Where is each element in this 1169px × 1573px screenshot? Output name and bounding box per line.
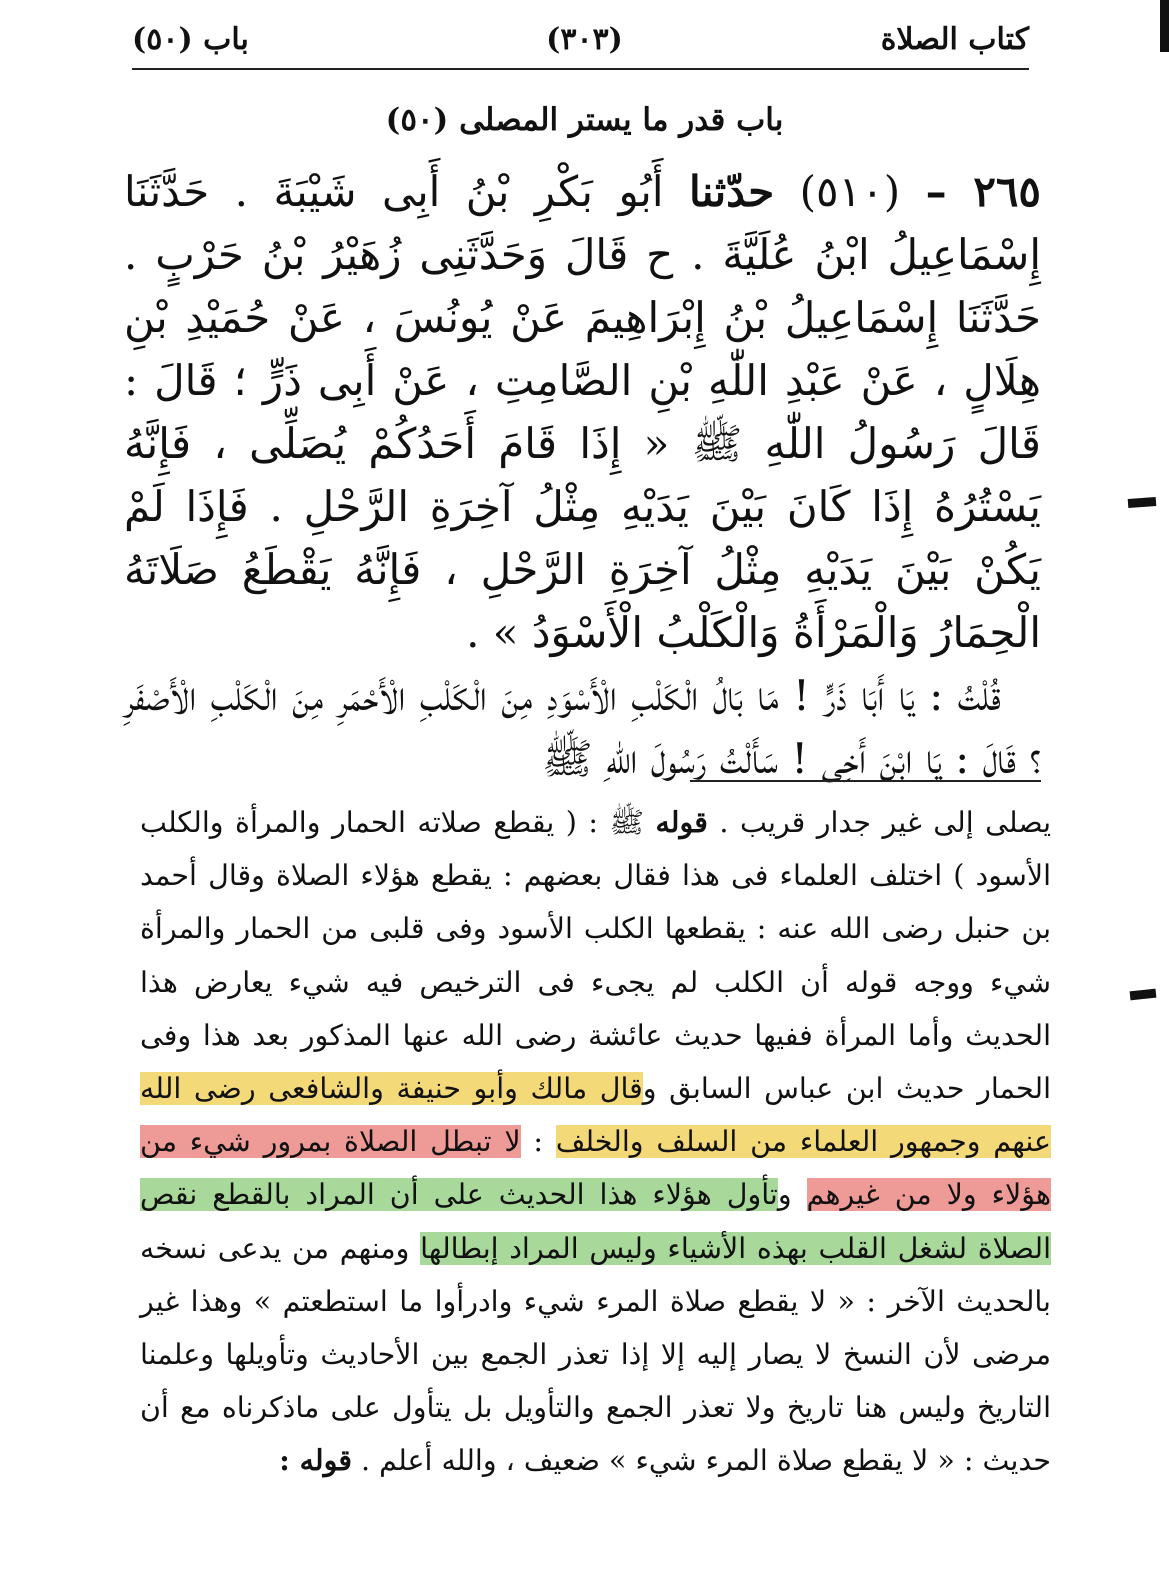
scan-edge-mark xyxy=(1128,497,1157,508)
commentary-colon: : xyxy=(520,1125,556,1159)
header-chapter: باب (٥٠) xyxy=(132,22,249,57)
hadith-text xyxy=(124,160,1041,790)
commentary-end: قوله : xyxy=(279,1443,352,1478)
scan-edge-mark xyxy=(1160,0,1169,52)
footnote-rule xyxy=(690,780,1041,782)
chapter-title: (٥٠) باب قدر ما يستر المصلى xyxy=(385,102,784,138)
commentary-segment-1: يصلى إلى غير جدار قريب . xyxy=(719,806,1051,839)
hadith-paragraph-2: قُلْتُ : يَا أَبَا ذَرٍّ ! مَا بَالُ الْكَلْبِ الْأَسْوَدِ مِنَ الْكَلْبِ الْأَحْمَرِ مِنَ الْكَلْبِ الْأَصْفَرِ ؟ قَالَ : يَا ابْنَ أَخِى ! سَأَلْتُ رَسُولَ اللّٰهِ ﷺ xyxy=(124,671,1041,783)
commentary-waw: و xyxy=(777,1178,807,1212)
highlight-yellow: قال مالك وأبو حنيفة والشافعى رضى الله عنهم وجمهور العلماء من السلف والخلف xyxy=(140,1072,1051,1159)
hadith-reference: (٥١٠) xyxy=(799,167,901,216)
hadith-opening: حدّثنا xyxy=(688,167,775,216)
commentary-segment-3: ومنهم من يدعى نسخه بالحديث الآخر : « لا يقطع صلاة المرء شيء وادرأوا ما استطعتم » وهذا غير مرضى لأن النسخ لا يصار إليه إلا إذا تعذر الجمع بين الأحاديث وتأويلها وعلمنا التاريخ وليس هنا تاريخ ولا تعذر الجمع والتأويل بل يتأول على ماذكرناه مع أن حديث : « لا يقطع صلاة المرء شيء » ضعيف ، والله أعلم . xyxy=(140,1231,1051,1478)
commentary-qawluhu: قوله xyxy=(655,805,708,839)
header-page-number: (٣٠٣) xyxy=(546,22,623,57)
hadith-body: أَبُو بَكْرِ بْنُ أَبِى شَيْبَةَ . حَدَّثَنَا إِسْمَاعِيلُ ابْنُ عُلَيَّةَ . ح قَالَ وَحَدَّثَنِى زُهَيْرُ بْنُ حَرْبٍ . حَدَّثَنَا إِسْمَاعِيلُ بْنُ إِبْرَاهِيمَ عَنْ يُونُسَ ، عَنْ حُمَيْدِ بْنِ هِلَالٍ ، عَنْ عَبْدِ اللّٰهِ بْنِ الصَّامِتِ ، عَنْ أَبِى ذَرٍّ ؛ قَالَ : قَالَ رَسُولُ اللّٰهِ ﷺ « إِذَا قَامَ أَحَدُكُمْ يُصَلِّى ، فَإِنَّهُ يَسْتُرُهُ إِذَا كَانَ بَيْنَ يَدَيْهِ مِثْلُ آخِرَةِ الرَّحْلِ . فَإِذَا لَمْ يَكُنْ بَيْنَ يَدَيْهِ مِثْلُ آخِرَةِ الرَّحْلِ ، فَإِنَّهُ يَقْطَعُ صَلَاتَهُ الْحِمَارُ وَالْمَرْأَةُ وَالْكَلْبُ الْأَسْوَدُ » . xyxy=(124,167,1042,657)
header-rule xyxy=(132,68,1029,70)
commentary-text xyxy=(140,796,1051,1488)
header-book-title: كتاب الصلاة xyxy=(880,22,1029,57)
highlight-red: لا تبطل الصلاة بمرور شيء من هؤلاء ولا من غيرهم xyxy=(140,1125,1051,1212)
highlight-green: تأول هؤلاء هذا الحديث على أن المراد بالقطع نقص الصلاة لشغل القلب بهذه الأشياء وليس المراد إبطالها xyxy=(140,1178,1051,1265)
commentary-segment-2: ﷺ : ( يقطع صلاته الحمار والمرأة والكلب الأسود ) اختلف العلماء فى هذا فقال بعضهم : يقطع هؤلاء الصلاة وقال أحمد بن حنبل رضى الله عنه : يقطعها الكلب الأسود وفى قلبى من الحمار والمرأة شيء ووجه قوله أن الكلب لم يجىء فى الترخيص فيه شيء يعارض هذا الحديث وأما المرأة ففيها حديث عائشة رضى الله عنها المذكور بعد هذا وفى الحمار حديث ابن عباس السابق و xyxy=(140,806,1051,1106)
hadith-paragraph-1 xyxy=(124,160,1041,664)
hadith-number: ٢٦٥ – xyxy=(925,167,1041,216)
scan-edge-mark xyxy=(1130,989,1157,1001)
